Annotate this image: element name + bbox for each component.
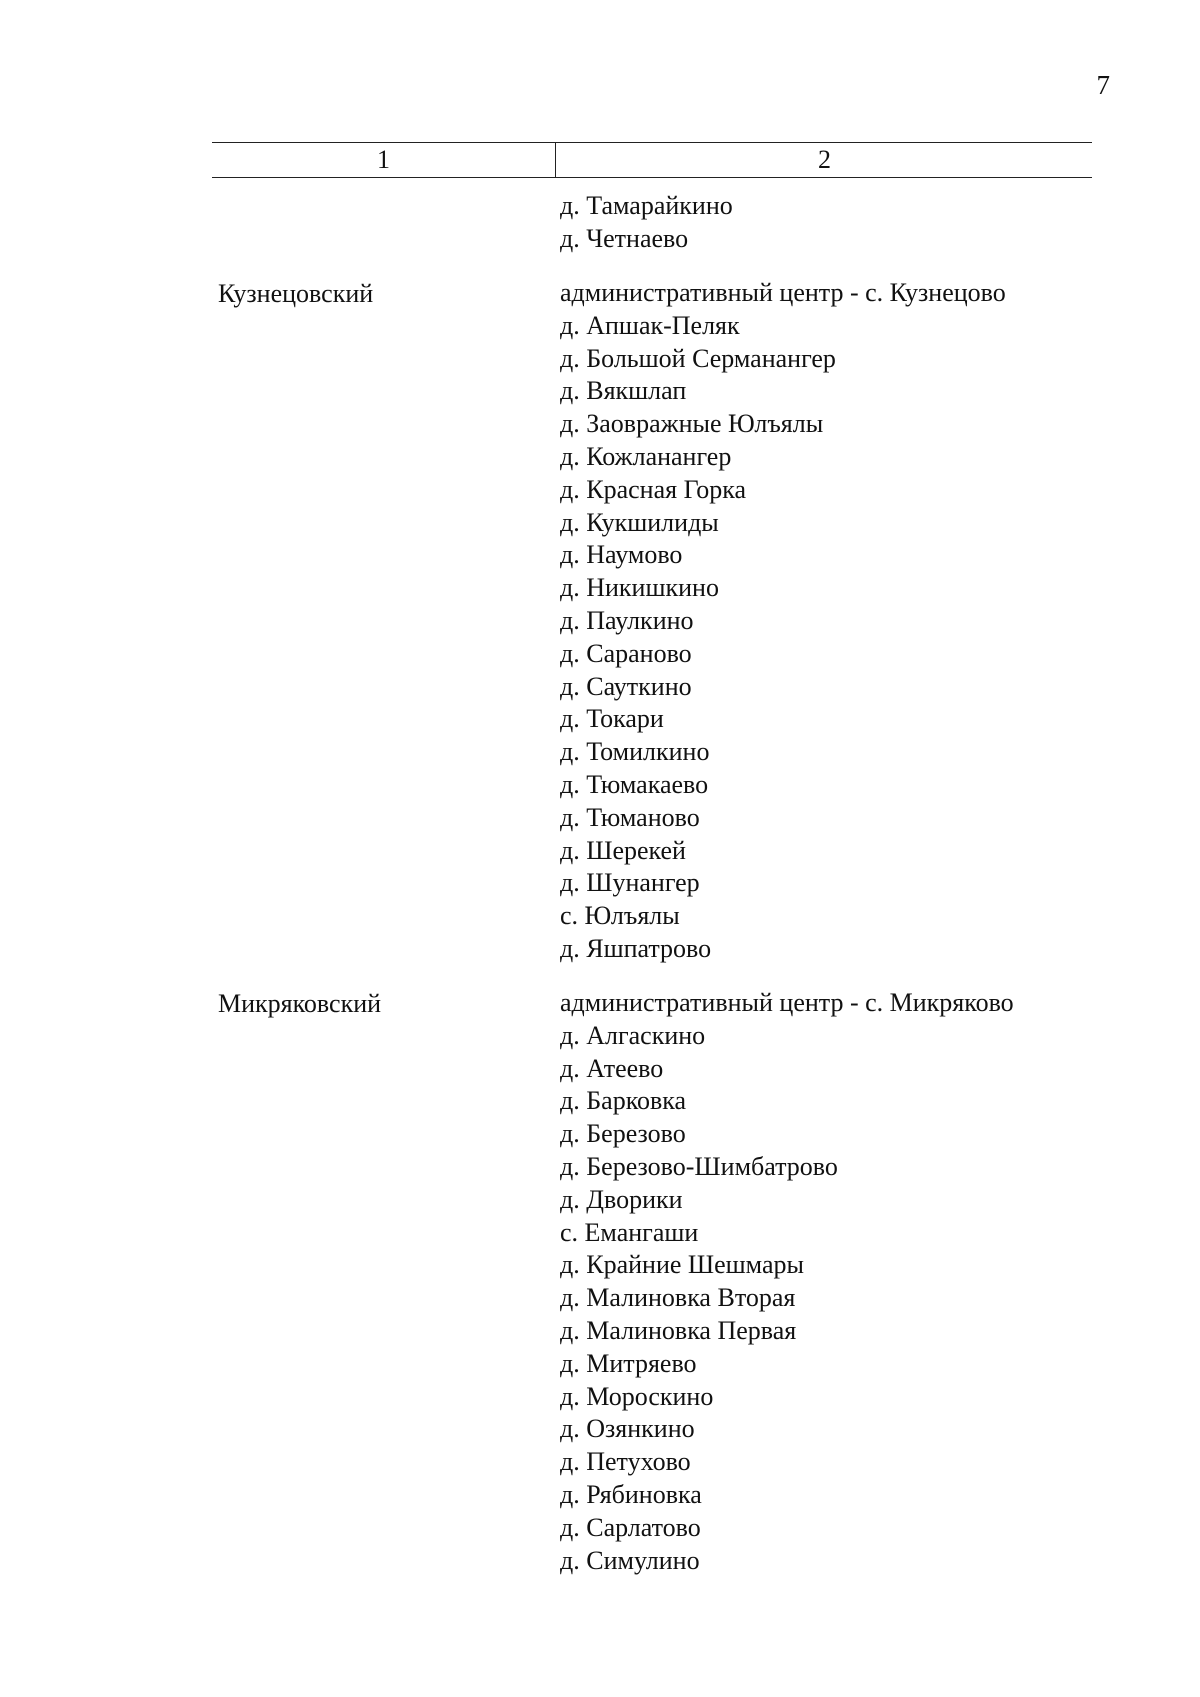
list-item: д. Четнаево: [560, 223, 689, 253]
column-number-2: 2: [818, 145, 831, 174]
list-item: д. Тюмакаево: [560, 769, 709, 799]
settlement-list: [560, 190, 733, 256]
list-item: д. Томилкино: [560, 737, 710, 767]
page-number: 7: [1096, 70, 1110, 100]
list-item: д. Кукшилиды: [560, 507, 719, 537]
list-item: д. Митряево: [560, 1348, 697, 1378]
list-item: д. Большой Серманангер: [560, 343, 836, 373]
list-item: д. Малиновка Первая: [560, 1315, 797, 1345]
list-item: д. Кожланангер: [560, 441, 732, 471]
column-divider: [555, 143, 556, 177]
list-item: д. Заовражные Юлъялы: [560, 409, 824, 439]
list-item: д. Алгаскино: [560, 1020, 706, 1050]
list-item: д. Токари: [560, 704, 664, 734]
list-item: д. Сауткино: [560, 671, 692, 701]
list-item: д. Паулкино: [560, 605, 694, 635]
list-item: административный центр - с. Кузнецово: [560, 278, 1006, 307]
list-item: с. Юлъялы: [560, 901, 680, 931]
list-item: д. Березово: [560, 1119, 686, 1149]
list-item: д. Шерекей: [560, 835, 686, 865]
list-item: д. Тамарайкино: [560, 191, 733, 220]
list-item: д. Шунангер: [560, 868, 700, 898]
list-item: д. Сараново: [560, 638, 692, 668]
list-item: д. Дворики: [560, 1184, 683, 1214]
list-item: д. Мороскино: [560, 1381, 714, 1411]
list-item: д. Березово-Шимбатрово: [560, 1151, 838, 1181]
list-item: д. Никишкино: [560, 573, 719, 603]
list-item: д. Рябиновка: [560, 1479, 702, 1509]
list-item: д. Апшак-Пеляк: [560, 310, 740, 340]
list-item: д. Сарлатово: [560, 1512, 701, 1542]
list-item: д. Озянкино: [560, 1414, 695, 1444]
list-item: д. Крайние Шешмары: [560, 1250, 804, 1280]
list-item: д. Тюманово: [560, 802, 700, 832]
list-item: д. Петухово: [560, 1447, 691, 1477]
table-header: [212, 142, 1092, 178]
section-name: Микряковский: [218, 989, 382, 1018]
settlement-list: [560, 987, 1014, 1577]
settlement-list: [560, 277, 1006, 966]
list-item: административный центр - с. Микряково: [560, 988, 1014, 1017]
list-item: д. Красная Горка: [560, 474, 747, 504]
section-name: Кузнецовский: [218, 279, 374, 308]
column-number-1: 1: [377, 145, 390, 174]
list-item: д. Яшпатрово: [560, 933, 712, 963]
list-item: д. Вякшлап: [560, 376, 687, 406]
list-item: д. Атеево: [560, 1053, 664, 1083]
list-item: д. Малиновка Вторая: [560, 1283, 796, 1313]
list-item: д. Симулино: [560, 1545, 700, 1575]
list-item: д. Наумово: [560, 540, 683, 570]
list-item: д. Барковка: [560, 1086, 687, 1116]
list-item: с. Емангаши: [560, 1217, 699, 1247]
